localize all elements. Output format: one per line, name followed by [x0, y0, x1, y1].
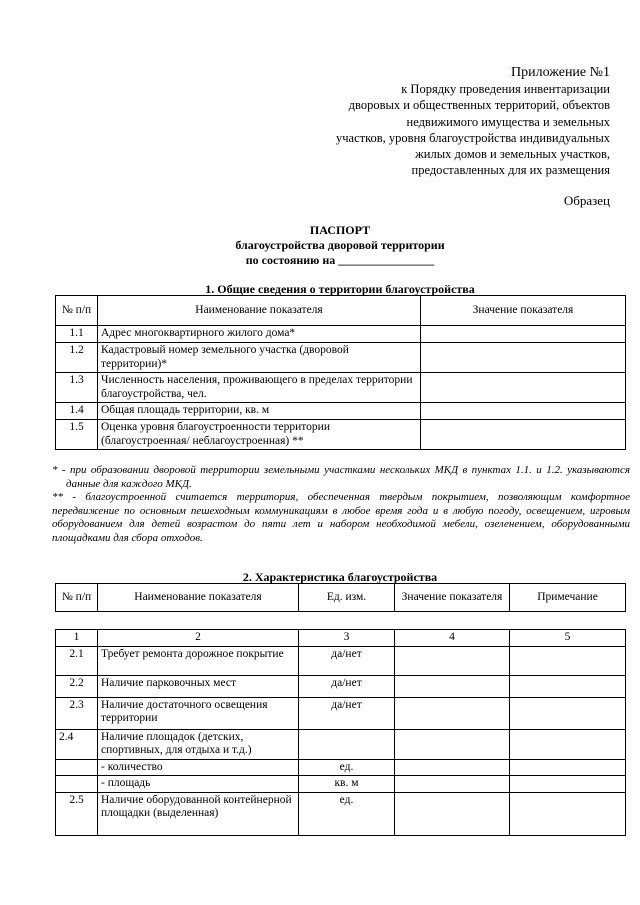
row-unit [299, 729, 395, 759]
characteristics-header-table [55, 583, 626, 612]
col-header-unit: Ед. изм. [299, 584, 395, 612]
row-note-cell[interactable] [510, 729, 626, 759]
row-name: Наличие оборудованной контейнерной площадки (выделенная) [98, 792, 299, 835]
row-name: Наличие парковочных мест [98, 675, 299, 697]
row-number: 2.3 [56, 697, 98, 729]
row-value-cell[interactable] [421, 343, 626, 373]
row-unit: ед. [299, 792, 395, 835]
row-number: 2.2 [56, 675, 98, 697]
row-number: 2.4 [56, 729, 98, 759]
col-number: 1 [56, 630, 98, 647]
passport-title: ПАСПОРТ [309, 223, 371, 237]
row-name: Адрес многоквартирного жилого дома* [98, 326, 421, 343]
appendix-title: Приложение №1 [511, 65, 610, 80]
footnote-2: ** - благоустроенной считается территория, обеспеченная твердым покрытием, позволяющим комфортное передвижение по основным пешеходным коммуникациям в любое время года и в любую погоду, освещением, игровым оборудованием для детей возрастом до пяти лет и набором необходимой мебели, озеленением, оборудованными площадками для сбора отходов. [52, 491, 630, 544]
row-name: Численность населения, проживающего в пределах территории благоустройства, чел. [98, 373, 421, 403]
appendix-line: предоставленных для их размещения [411, 163, 610, 178]
row-unit: кв. м [299, 776, 395, 793]
row-name: Кадастровый номер земельного участка (дворовой территории)* [98, 343, 421, 373]
col-number: 2 [98, 630, 299, 647]
col-number: 3 [299, 630, 395, 647]
row-value-cell[interactable] [395, 792, 510, 835]
row-unit: ед. [299, 759, 395, 776]
row-value-cell[interactable] [395, 697, 510, 729]
appendix-line: недвижимого имущества и земельных [406, 114, 610, 129]
row-number [56, 776, 98, 793]
footnotes [52, 464, 630, 546]
passport-date-line: по состоянию на ________________ [245, 253, 435, 267]
table-row [56, 646, 626, 675]
row-name: Наличие площадок (детских, спортивных, для отдыха и т.д.) [98, 729, 299, 759]
col-header-number: № п/п [56, 296, 98, 326]
row-value-cell[interactable] [395, 646, 510, 675]
row-value-cell[interactable] [395, 759, 510, 776]
row-number: 2.5 [56, 792, 98, 835]
column-number-row [56, 630, 626, 647]
passport-subtitle: благоустройства дворовой территории [235, 238, 445, 252]
section2-title: 2. Характеристика благоустройства [242, 570, 438, 584]
table-row [56, 420, 626, 450]
row-number: 1.5 [56, 420, 98, 450]
sample-label: Образец [563, 193, 610, 208]
table-row [56, 792, 626, 835]
row-name: - площадь [98, 776, 299, 793]
table-row [56, 403, 626, 420]
appendix-header [280, 64, 610, 179]
row-note-cell[interactable] [510, 776, 626, 793]
row-number: 2.1 [56, 646, 98, 675]
col-header-note: Примечание [510, 584, 626, 612]
col-header-value: Значение показателя [421, 296, 626, 326]
row-value-cell[interactable] [421, 420, 626, 450]
col-header-number: № п/п [56, 584, 98, 612]
appendix-line: дворовых и общественных территорий, объектов [348, 98, 610, 113]
table-row [56, 326, 626, 343]
col-number: 5 [510, 630, 626, 647]
section1-title: 1. Общие сведения о территории благоустройства [205, 282, 475, 296]
appendix-line: к Порядку проведения инвентаризации [401, 82, 610, 96]
general-info-table [55, 295, 626, 450]
table-row [56, 729, 626, 759]
table-header-row [56, 584, 626, 612]
table-row [56, 776, 626, 793]
row-number: 1.4 [56, 403, 98, 420]
row-name: Требует ремонта дорожное покрытие [98, 646, 299, 675]
row-unit: да/нет [299, 646, 395, 675]
row-value-cell[interactable] [395, 776, 510, 793]
appendix-line: участков, уровня благоустройства индивидуальных [336, 130, 610, 145]
table-row [56, 675, 626, 697]
row-note-cell[interactable] [510, 675, 626, 697]
row-note-cell[interactable] [510, 792, 626, 835]
row-note-cell[interactable] [510, 646, 626, 675]
row-number: 1.1 [56, 326, 98, 343]
footnote-1: * - при образовании дворовой территории земельными участками нескольких МКД в пунктах 1.1. и 1.2. указываются данные для каждого МКД. [52, 464, 630, 490]
table-row [56, 697, 626, 729]
table-row [56, 373, 626, 403]
row-value-cell[interactable] [395, 675, 510, 697]
row-value-cell[interactable] [395, 729, 510, 759]
row-number: 1.3 [56, 373, 98, 403]
row-number [56, 759, 98, 776]
col-header-name: Наименование показателя [98, 584, 299, 612]
table-header-row [56, 296, 626, 326]
row-unit: да/нет [299, 697, 395, 729]
appendix-line: жилых домов и земельных участков, [415, 147, 610, 162]
table-row [56, 759, 626, 776]
col-header-name: Наименование показателя [98, 296, 421, 326]
characteristics-table [55, 629, 626, 836]
row-number: 1.2 [56, 343, 98, 373]
row-name: Наличие достаточного освещения территории [98, 697, 299, 729]
row-value-cell[interactable] [421, 403, 626, 420]
row-note-cell[interactable] [510, 697, 626, 729]
row-value-cell[interactable] [421, 326, 626, 343]
row-note-cell[interactable] [510, 759, 626, 776]
col-header-value: Значение показателя [395, 584, 510, 612]
col-number: 4 [395, 630, 510, 647]
row-name: Общая площадь территории, кв. м [98, 403, 421, 420]
row-name: - количество [98, 759, 299, 776]
table-row [56, 343, 626, 373]
row-name: Оценка уровня благоустроенности территории (благоустроенная/ неблагоустроенная) ** [98, 420, 421, 450]
row-unit: да/нет [299, 675, 395, 697]
row-value-cell[interactable] [421, 373, 626, 403]
